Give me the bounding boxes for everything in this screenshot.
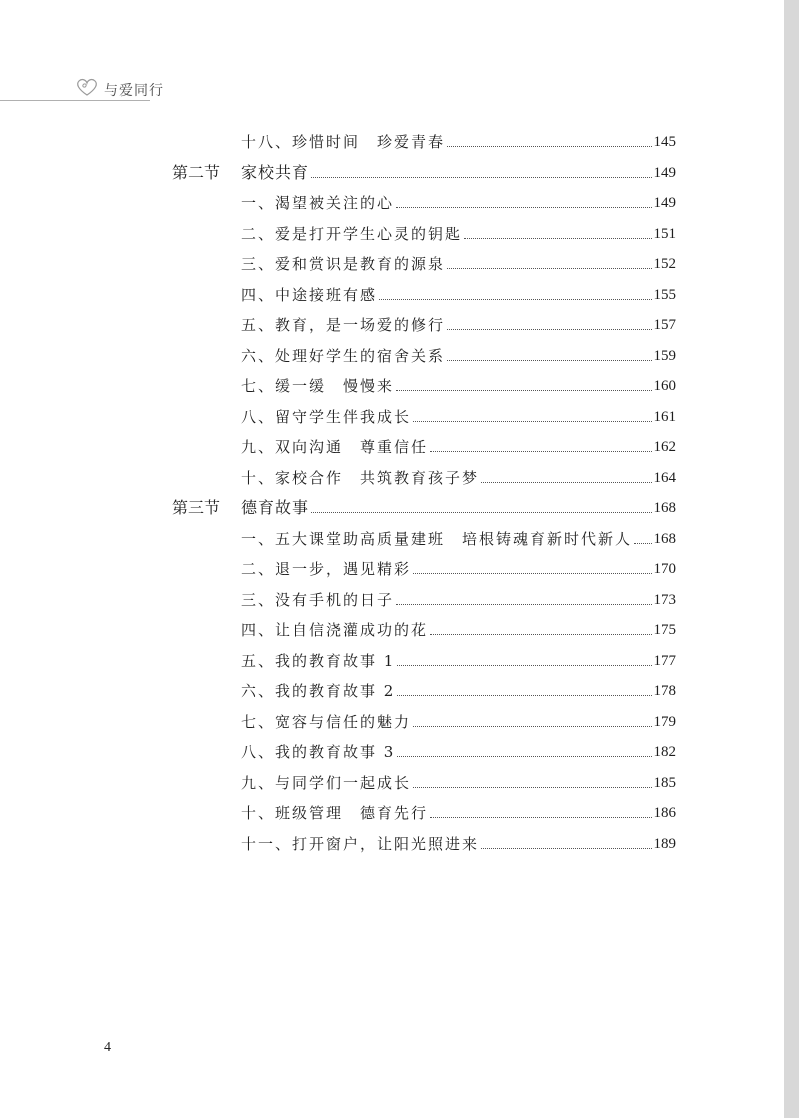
dot-leader	[447, 329, 651, 330]
toc-entry-row	[241, 340, 676, 366]
entry-title: 六、我的教育故事 2	[241, 682, 396, 700]
entry-page-number: 152	[653, 256, 676, 272]
running-header	[0, 74, 170, 102]
entry-title: 七、缓一缓 慢慢来	[241, 377, 395, 395]
dot-leader	[397, 756, 651, 757]
entry-title: 八、留守学生伴我成长	[241, 407, 412, 426]
dot-leader	[634, 543, 651, 544]
section-title: 德育故事	[241, 498, 310, 517]
entry-title: 二、退一步，遇见精彩	[241, 560, 412, 578]
toc-entry-row	[241, 645, 676, 671]
entry-page-number: 164	[653, 469, 676, 486]
entry-page-number: 182	[653, 744, 676, 760]
toc-section-row	[172, 492, 676, 518]
entry-title: 一、渴望被关注的心	[241, 194, 395, 212]
entry-page-number: 159	[653, 347, 676, 364]
header-title: 与爱同行	[104, 83, 164, 99]
dot-leader	[413, 787, 651, 788]
entry-page-number: 175	[653, 622, 676, 638]
entry-title: 十、班级管理 德育先行	[241, 804, 429, 822]
page-edge-shade	[784, 0, 799, 1118]
dot-leader	[397, 665, 651, 666]
entry-page-number: 161	[653, 408, 676, 425]
toc-section-row	[172, 157, 676, 183]
entry-title: 三、爱和赏识是教育的源泉	[241, 255, 446, 273]
section-title: 家校共育	[241, 162, 310, 182]
toc-entry-row	[241, 797, 676, 823]
entry-page-number: 168	[653, 500, 676, 516]
dot-leader	[397, 695, 651, 696]
toc-entry-row	[241, 553, 676, 579]
entry-title: 九、与同学们一起成长	[241, 773, 412, 792]
entry-title: 十一、打开窗户，让阳光照进来	[241, 834, 480, 853]
entry-title: 十、家校合作 共筑教育孩子梦	[241, 468, 480, 487]
dot-leader	[447, 146, 651, 147]
entry-page-number: 168	[653, 530, 676, 547]
toc-entry-row	[241, 126, 676, 152]
toc-entry-row	[241, 401, 676, 427]
entry-page-number: 160	[653, 378, 676, 394]
dot-leader	[430, 817, 651, 818]
dot-leader	[396, 390, 651, 391]
entry-title: 七、宽容与信任的魅力	[241, 712, 412, 731]
entry-title: 九、双向沟通 尊重信任	[241, 438, 429, 456]
page-number: 4	[104, 1040, 111, 1055]
toc-entry-row	[241, 309, 676, 335]
dot-leader	[413, 421, 651, 422]
entry-page-number: 185	[653, 774, 676, 791]
toc-entry-row	[241, 706, 676, 732]
entry-page-number: 162	[653, 439, 676, 455]
dot-leader	[481, 482, 651, 483]
entry-page-number: 170	[653, 561, 676, 577]
dot-leader	[379, 299, 651, 300]
entry-page-number: 149	[653, 195, 676, 211]
section-label: 第三节	[172, 498, 221, 517]
entry-page-number: 178	[653, 683, 676, 699]
toc-entry-row	[241, 828, 676, 854]
entry-title: 六、处理好学生的宿舍关系	[241, 346, 446, 365]
dot-leader	[430, 634, 651, 635]
dot-leader	[447, 360, 651, 361]
entry-page-number: 173	[653, 591, 676, 608]
toc-entry-row	[241, 736, 676, 762]
entry-page-number: 155	[653, 286, 676, 303]
entry-title: 四、让自信浇灌成功的花	[241, 621, 429, 639]
heart-swirl-icon	[74, 76, 100, 98]
dot-leader	[447, 268, 651, 269]
entry-page-number: 186	[653, 805, 676, 821]
entry-page-number: 151	[653, 225, 676, 242]
dot-leader	[396, 207, 651, 208]
dot-leader	[311, 512, 651, 513]
dot-leader	[430, 451, 651, 452]
entry-title: 八、我的教育故事 3	[241, 743, 396, 761]
toc-entry-row	[241, 462, 676, 488]
dot-leader	[464, 238, 651, 239]
entry-page-number: 157	[653, 317, 676, 333]
toc-entry-row	[241, 584, 676, 610]
header-rule	[0, 100, 150, 101]
entry-page-number: 177	[653, 652, 676, 669]
entry-title: 四、中途接班有感	[241, 285, 378, 304]
toc-entry-row	[241, 523, 676, 549]
toc-entry-row	[241, 218, 676, 244]
toc-entry-row	[241, 370, 676, 396]
toc-entry-row	[241, 431, 676, 457]
dot-leader	[396, 604, 651, 605]
toc-entry-row	[241, 767, 676, 793]
dot-leader	[311, 177, 651, 178]
entry-page-number: 189	[653, 835, 676, 852]
entry-title: 十八、珍惜时间 珍爱青春	[241, 133, 446, 151]
entry-title: 一、五大课堂助高质量建班 培根铸魂育新时代新人	[241, 529, 633, 548]
entry-title: 二、爱是打开学生心灵的钥匙	[241, 224, 463, 243]
dot-leader	[413, 726, 651, 727]
entry-title: 五、我的教育故事 1	[241, 651, 396, 670]
dot-leader	[481, 848, 651, 849]
section-label: 第二节	[172, 162, 221, 182]
entry-page-number: 179	[653, 713, 676, 730]
toc-entry-row	[241, 187, 676, 213]
entry-page-number: 145	[653, 134, 676, 150]
toc-entry-row	[241, 248, 676, 274]
entry-page-number: 149	[653, 164, 676, 181]
toc-entry-row	[241, 614, 676, 640]
toc-entry-row	[241, 675, 676, 701]
entry-title: 三、没有手机的日子	[241, 590, 395, 609]
entry-title: 五、教育，是一场爱的修行	[241, 316, 446, 334]
toc-entry-row	[241, 279, 676, 305]
dot-leader	[413, 573, 651, 574]
